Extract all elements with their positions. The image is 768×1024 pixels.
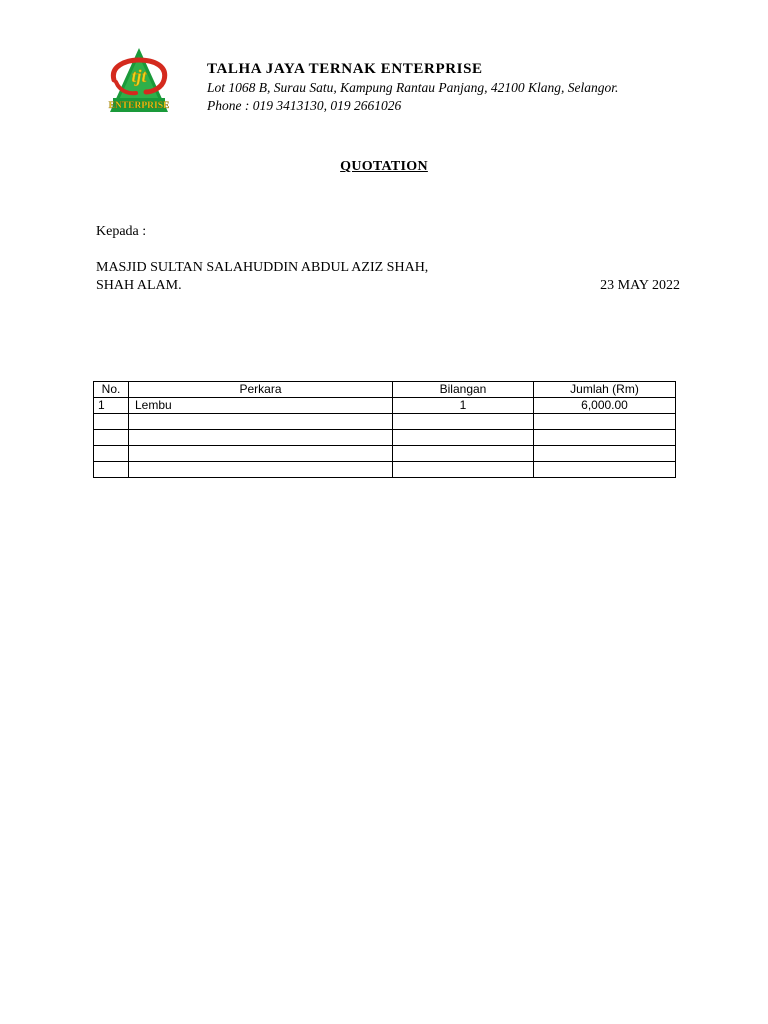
- cell-item: [129, 430, 393, 446]
- table-header-row: [94, 382, 676, 398]
- company-phone: Phone : 019 3413130, 019 2661026: [207, 98, 402, 113]
- cell-quantity: 1: [393, 398, 534, 414]
- table-row: [94, 430, 676, 446]
- table-row: [94, 446, 676, 462]
- cell-no: [94, 446, 129, 462]
- table-row: [94, 398, 676, 414]
- document-date: 23 MAY 2022: [600, 278, 680, 293]
- recipient-name: MASJID SULTAN SALAHUDDIN ABDUL AZIZ SHAH,: [96, 260, 429, 275]
- cell-quantity: [393, 446, 534, 462]
- cell-quantity: [393, 430, 534, 446]
- company-logo: [106, 46, 172, 116]
- table-row: [94, 462, 676, 478]
- table-row: [94, 414, 676, 430]
- company-address: Lot 1068 B, Surau Satu, Kampung Rantau Panjang, 42100 Klang, Selangor.: [207, 80, 619, 95]
- document-title: QUOTATION: [340, 159, 428, 174]
- cell-amount: 6,000.00: [534, 398, 676, 414]
- header-quantity: Bilangan: [393, 382, 534, 398]
- cell-quantity: [393, 462, 534, 478]
- recipient-label: Kepada :: [96, 224, 147, 239]
- company-name: TALHA JAYA TERNAK ENTERPRISE: [207, 61, 483, 77]
- quotation-table: [93, 381, 676, 478]
- cell-amount: [534, 414, 676, 430]
- header-no: No.: [94, 382, 129, 398]
- logo-emblem-icon: [106, 46, 172, 116]
- cell-no: [94, 414, 129, 430]
- cell-item: Lembu: [129, 398, 393, 414]
- header-item: Perkara: [129, 382, 393, 398]
- header-amount: Jumlah (Rm): [534, 382, 676, 398]
- cell-no: [94, 430, 129, 446]
- cell-amount: [534, 446, 676, 462]
- cell-no: 1: [94, 398, 129, 414]
- cell-amount: [534, 462, 676, 478]
- cell-no: [94, 462, 129, 478]
- cell-amount: [534, 430, 676, 446]
- logo-lettering: tjt: [131, 66, 147, 86]
- recipient-location: SHAH ALAM.: [96, 278, 182, 293]
- cell-item: [129, 414, 393, 430]
- logo-banner-text: ENTERPRISE: [108, 101, 170, 111]
- cell-item: [129, 446, 393, 462]
- cell-quantity: [393, 414, 534, 430]
- cell-item: [129, 462, 393, 478]
